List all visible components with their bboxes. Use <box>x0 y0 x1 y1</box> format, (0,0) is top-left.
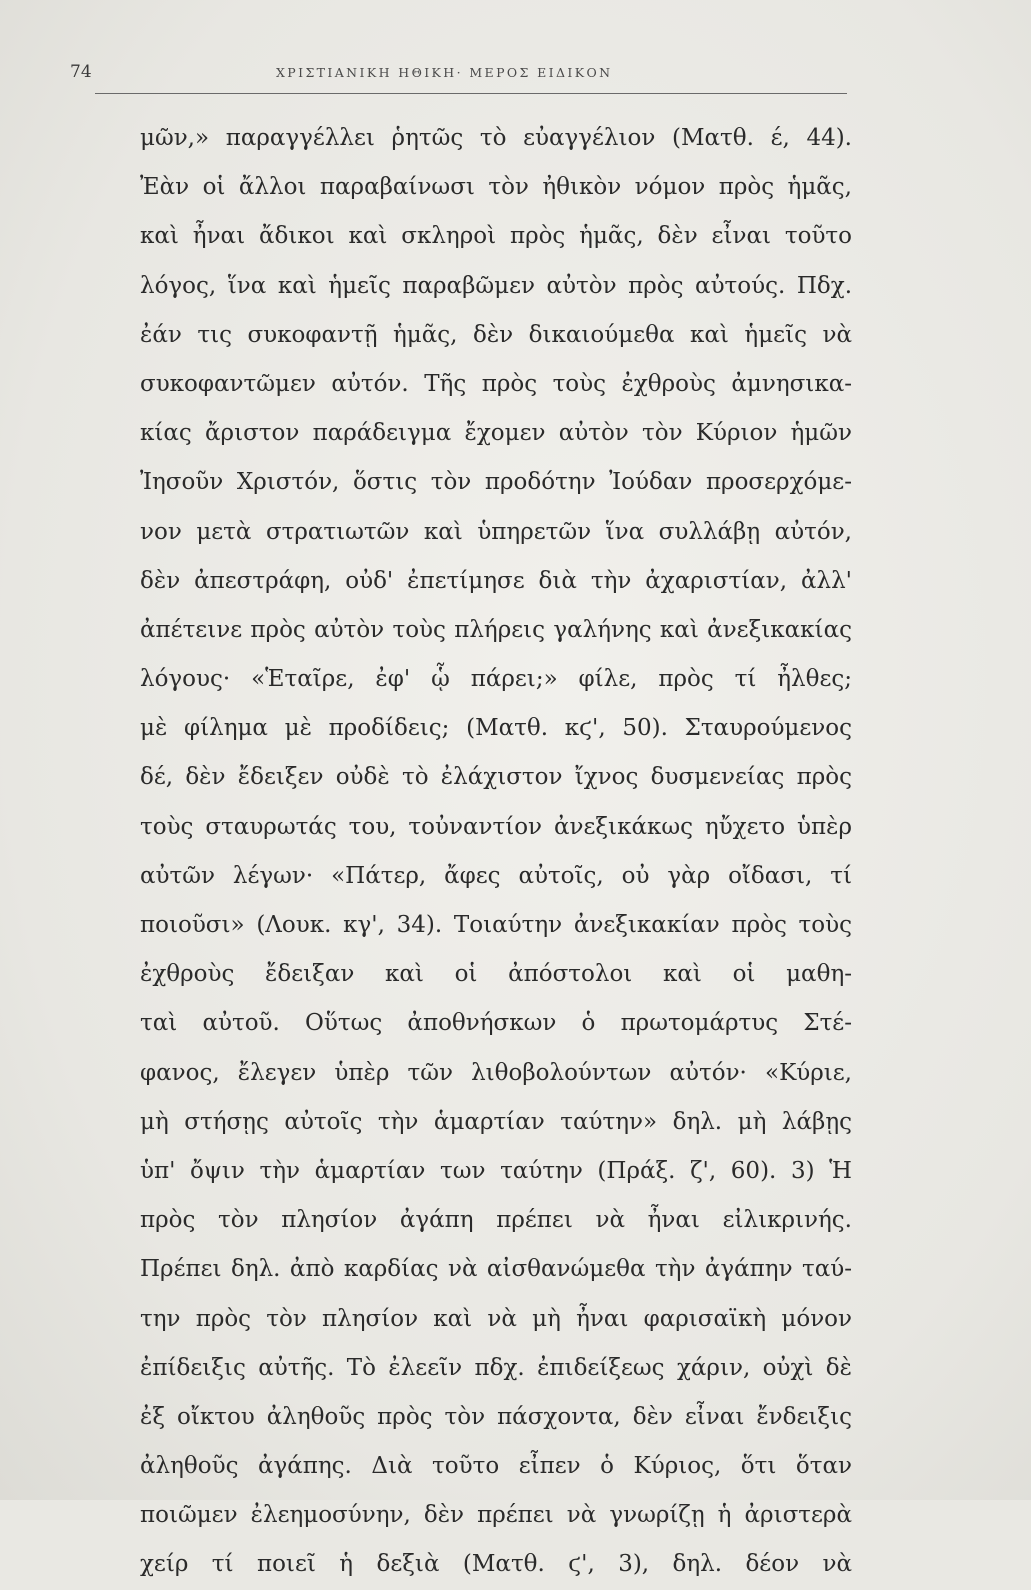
text-line: ἐχθροὺς ἔδειξαν καὶ οἱ ἀπόστολοι καὶ οἱ μαθη- <box>140 961 852 988</box>
text-line: πρὸς τὸν πλησίον ἀγάπη πρέπει νὰ ἦναι εἰλικρινής. <box>140 1207 852 1234</box>
text-line: συκοφαντῶμεν αὐτόν. Τῆς πρὸς τοὺς ἐχθροὺς ἀμνησικα- <box>140 370 852 397</box>
text-line: καὶ ἦναι ἄδικοι καὶ σκληροὶ πρὸς ἡμᾶς, δὲν εἶναι τοῦτο <box>140 223 852 250</box>
text-line: ὑπ' ὄψιν τὴν ἁμαρτίαν των ταύτην (Πράξ. ζ', 60). 3) Ἡ <box>140 1157 852 1184</box>
text-line: Πρέπει δηλ. ἀπὸ καρδίας νὰ αἰσθανώμεθα τὴν ἀγάπην ταύ- <box>140 1256 852 1283</box>
text-line: μὲ φίλημα μὲ προδίδεις; (Ματθ. κϛ', 50). Σταυρούμενος <box>140 715 852 742</box>
text-line: ποιῶμεν ἐλεημοσύνην, δὲν πρέπει νὰ γνωρίζῃ ἡ ἀριστερὰ <box>140 1502 852 1529</box>
text-line: κίας ἄριστον παράδειγμα ἔχομεν αὐτὸν τὸν Κύριον ἡμῶν <box>140 420 852 447</box>
page-number: 74 <box>70 62 92 82</box>
body-text <box>140 114 852 1590</box>
text-line: ταὶ αὐτοῦ. Οὕτως ἀποθνήσκων ὁ πρωτομάρτυς Στέ- <box>140 1010 852 1037</box>
text-line: ἀπέτεινε πρὸς αὐτὸν τοὺς πλήρεις γαλήνης καὶ ἀνεξικακίας <box>140 616 852 643</box>
text-line: νον μετὰ στρατιωτῶν καὶ ὑπηρετῶν ἵνα συλλάβῃ αὐτόν, <box>140 518 852 545</box>
text-line: ποιοῦσι» (Λουκ. κγ', 34). Τοιαύτην ἀνεξικακίαν πρὸς τοὺς <box>140 912 852 938</box>
running-title: ΧΡΙΣΤΙΑΝΙΚΗ ΗΘΙΚΗ· ΜΕΡΟΣ ΕΙΔΙΚΟΝ <box>276 65 613 80</box>
text-line: φανος, ἔλεγεν ὑπὲρ τῶν λιθοβολούντων αὐτόν· «Κύριε, <box>140 1059 852 1086</box>
text-line: Ἐὰν οἱ ἄλλοι παραβαίνωσι τὸν ἠθικὸν νόμον πρὸς ἡμᾶς, <box>140 174 852 201</box>
text-line: τοὺς σταυρωτάς του, τοὐναντίον ἀνεξικάκως ηὔχετο ὑπὲρ <box>140 813 852 840</box>
text-line: χείρ τί ποιεῖ ἡ δεξιὰ (Ματθ. ϛ', 3), δηλ. δέον νὰ <box>140 1551 852 1578</box>
text-line: μὴ στήσῃς αὐτοῖς τὴν ἁμαρτίαν ταύτην» δηλ. μὴ λάβῃς <box>140 1108 852 1135</box>
text-line: ἐάν τις συκοφαντῇ ἡμᾶς, δὲν δικαιούμεθα καὶ ἡμεῖς νὰ <box>140 321 852 348</box>
text-line: λόγος, ἵνα καὶ ἡμεῖς παραβῶμεν αὐτὸν πρὸς αὐτούς. Πδχ. <box>140 272 852 299</box>
header-rule <box>95 93 847 94</box>
text-line: λόγους· «Ἑταῖρε, ἐφ' ᾧ πάρει;» φίλε, πρὸς τί ἦλθες; <box>140 666 852 693</box>
text-line: δέ, δὲν ἔδειξεν οὐδὲ τὸ ἐλάχιστον ἴχνος δυσμενείας πρὸς <box>140 764 852 791</box>
text-line: ἐπίδειξις αὐτῆς. Τὸ ἐλεεῖν πδχ. ἐπιδείξεως χάριν, οὐχὶ δὲ <box>140 1354 852 1381</box>
text-line: ἐξ οἴκτου ἀληθοῦς πρὸς τὸν πάσχοντα, δὲν εἶναι ἔνδειξις <box>140 1403 852 1430</box>
text-line: αὐτῶν λέγων· «Πάτερ, ἄφες αὐτοῖς, οὐ γὰρ οἴδασι, τί <box>140 862 852 889</box>
text-line: Ἰησοῦν Χριστόν, ὅστις τὸν προδότην Ἰούδαν προσερχόμε- <box>140 469 852 496</box>
text-line: δὲν ἀπεστράφη, οὐδ' ἐπετίμησε διὰ τὴν ἀχαριστίαν, ἀλλ' <box>140 567 852 594</box>
text-line: την πρὸς τὸν πλησίον καὶ νὰ μὴ ἦναι φαρισαϊκὴ μόνον <box>140 1305 852 1332</box>
text-line: ἀληθοῦς ἀγάπης. Διὰ τοῦτο εἶπεν ὁ Κύριος, ὅτι ὅταν <box>140 1453 852 1480</box>
text-line: μῶν,» παραγγέλλει ῥητῶς τὸ εὐαγγέλιον (Ματθ. έ, 44). <box>140 125 852 151</box>
page-header <box>68 62 850 90</box>
